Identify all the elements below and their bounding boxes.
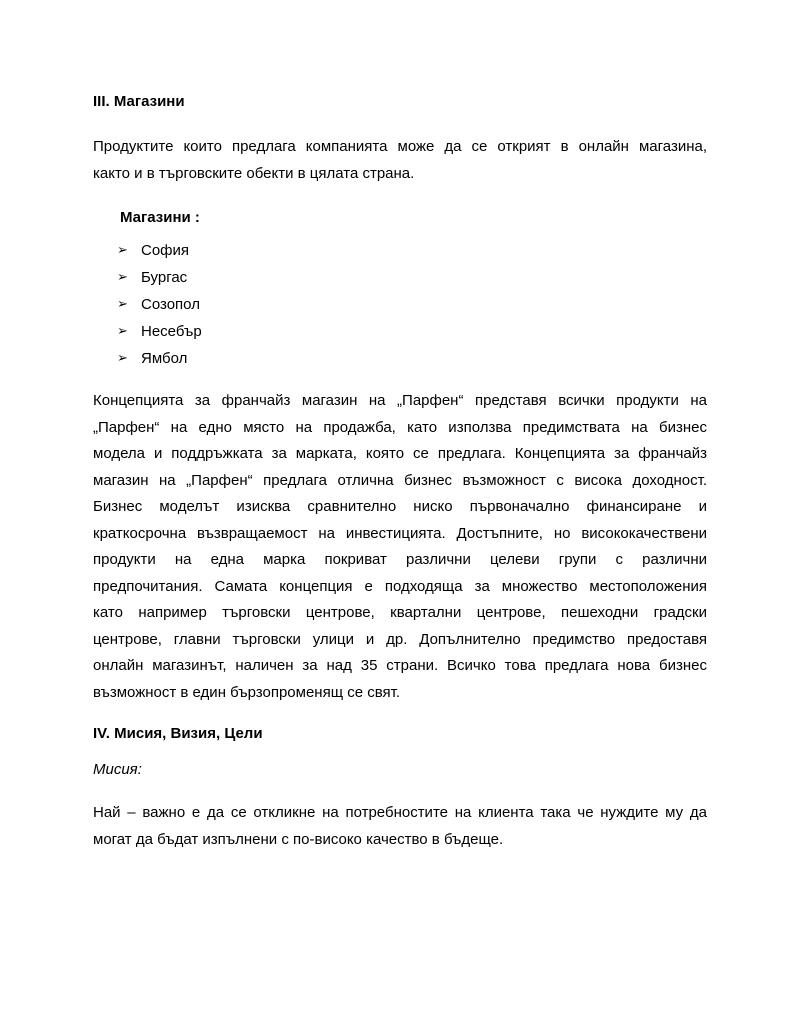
concept-line-11: онлайн магазинът, наличен за над 35 страни. Всичко това предлага нова бизнес xyxy=(93,657,707,674)
list-item xyxy=(117,318,707,345)
concept-line-2: „Парфен“ на едно място на продажба, като използва предимствата на бизнес xyxy=(93,418,707,436)
concept-line-1: Концепцията за франчайз магазин на „Парфен“ представя всички продукти на xyxy=(93,392,707,409)
store-name: Бургас xyxy=(141,269,188,286)
concept-line-3: модела и поддръжката за марката, която се предлага. Концепцията за франчайз xyxy=(93,445,707,462)
intro-line-2: както и в търговските обекти в цялата страна. xyxy=(93,164,415,182)
store-name: Созопол xyxy=(141,296,200,313)
intro-line-1: Продуктите които предлага компанията може да се открият в онлайн магазина, xyxy=(93,138,707,155)
store-name: Несебър xyxy=(141,323,202,340)
franchise-concept-paragraph xyxy=(93,388,707,706)
list-item xyxy=(117,345,707,372)
section-3-intro xyxy=(93,134,707,187)
list-item xyxy=(117,264,707,291)
concept-line-10: центрове, главни търговски улици и др. Допълнително предимство предоставя xyxy=(93,630,707,648)
arrow-bullet-icon: ➢ xyxy=(117,270,128,285)
concept-line-4: магазин на „Парфен“ предлага отлична бизнес възможност с висока доходност. xyxy=(93,471,707,489)
list-item xyxy=(117,237,707,264)
store-name: Ямбол xyxy=(141,350,188,367)
mission-label: Мисия: xyxy=(93,761,142,778)
concept-line-12: възможност в един бързопроменящ се свят. xyxy=(93,683,401,701)
arrow-bullet-icon: ➢ xyxy=(117,243,128,258)
mission-line-1: Най – важно е да се откликне на потребностите на клиента така че нуждите му да xyxy=(93,804,707,821)
concept-line-8: предпочитания. Самата концепция е подходяща за множество местоположения xyxy=(93,577,707,595)
concept-line-9: като например търговски центрове, квартални центрове, пешеходни градски xyxy=(93,604,707,621)
concept-line-7: продукти на една марка покриват различни целеви групи с различни xyxy=(93,551,707,568)
mission-line-2: могат да бъдат изпълнени с по-високо качество в бъдеще. xyxy=(93,830,504,848)
arrow-bullet-icon: ➢ xyxy=(117,297,128,312)
concept-line-5: Бизнес моделът изисква сравнително ниско първоначално финансиране и xyxy=(93,498,707,515)
list-item xyxy=(117,291,707,318)
section-3-heading: III. Магазини xyxy=(93,93,185,110)
mission-paragraph xyxy=(93,800,707,853)
arrow-bullet-icon: ➢ xyxy=(117,324,128,339)
section-4-heading: IV. Мисия, Визия, Цели xyxy=(93,725,263,742)
concept-line-6: краткосрочна възвращаемост на инвестицията. Достъпните, но висококачествени xyxy=(93,524,707,542)
store-name: София xyxy=(141,242,190,259)
stores-list xyxy=(93,237,707,372)
stores-subheading: Магазини : xyxy=(120,209,200,226)
arrow-bullet-icon: ➢ xyxy=(117,351,128,366)
document-page xyxy=(93,92,707,853)
